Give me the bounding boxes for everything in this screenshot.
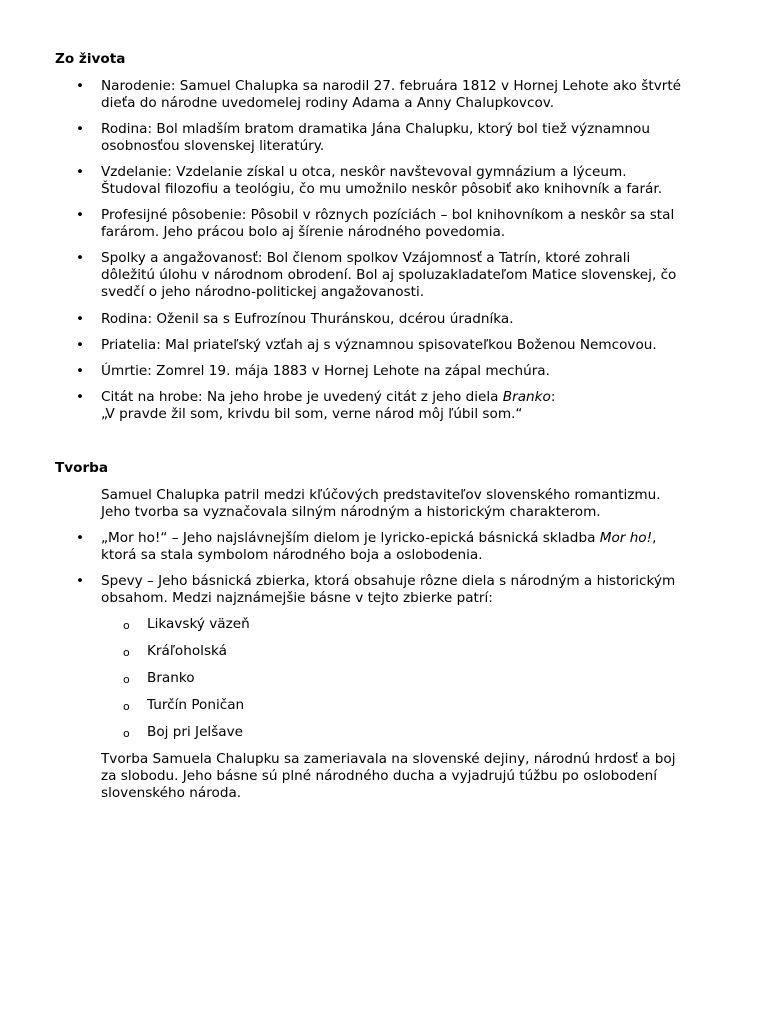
sub-list-item-poem (123, 643, 707, 660)
list-item-line: Spevy – Jeho básnická zbierka, ktorá obsahuje rôzne diela s národným a historickým (101, 573, 676, 589)
list-item-line: Študoval filozofiu a teológiu, čo mu umožnilo neskôr pôsobiť ako knihovník a farár. (101, 181, 663, 197)
list-item-rodina (75, 121, 716, 155)
bullet-marker: • (75, 337, 85, 353)
list-item-profesijne-posobenie (75, 207, 716, 241)
sub-bullet-marker: o (123, 646, 130, 659)
text-run: : (550, 389, 556, 405)
quote-line: „V pravde žil som, krivdu bil som, verne národ môj ľúbil som.“ (101, 406, 523, 422)
sub-bullet-marker: o (123, 700, 130, 713)
list-item-line: obsahom. Medzi najznámejšie básne v tejto zbierke patrí: (101, 590, 493, 606)
poem-title: Turčín Poničan (147, 697, 245, 713)
text-run: , (652, 530, 657, 546)
list-item-line: farárom. Jeho prácou bolo aj šírenie národného povedomia. (101, 224, 506, 240)
poem-title: Boj pri Jelšave (147, 724, 244, 740)
list-item-line: ktorá sa stala symbolom národného boja a oslobodenia. (101, 547, 483, 563)
list-item-narodenie (75, 78, 716, 112)
list-item-vzdelanie (75, 164, 716, 198)
text-run: „Mor ho!“ – Jeho najslávnejším dielom je lyricko-epická básnická skladba (101, 530, 600, 546)
list-item-line: dieťa do národne uvedomelej rodiny Adama a Anny Chalupkovcov. (101, 95, 555, 111)
section-heading-zo-zivota: Zo života (55, 51, 126, 67)
paragraph-line: za slobodu. Jeho básne sú plné národného ducha a vyjadrujú túžbu po oslobodení (101, 768, 658, 784)
sub-bullet-marker: o (123, 619, 130, 632)
list-item-line: dôležitú úlohu v národnom obrodení. Bol aj spoluzakladateľom Matice slovenskej, čo (101, 267, 677, 283)
paragraph-line: Jeho tvorba sa vyznačovala silným národným a historickým charakterom. (101, 504, 601, 520)
list-item-line: Priatelia: Mal priateľský vzťah aj s významnou spisovateľkou Boženou Nemcovou. (101, 337, 657, 353)
sub-bullet-marker: o (123, 673, 130, 686)
bullet-marker: • (75, 121, 85, 137)
list-item-line: Vzdelanie: Vzdelanie získal u otca, neskôr navštevoval gymnázium a lýceum. (101, 164, 627, 180)
paragraph-line: Samuel Chalupka patril medzi kľúčových predstaviteľov slovenského romantizmu. (101, 487, 661, 503)
list-item-line: Spolky a angažovanosť: Bol členom spolkov Vzájomnosť a Tatrín, ktoré zohrali (101, 250, 631, 266)
bullet-marker: • (75, 78, 85, 94)
bullet-marker: • (75, 207, 85, 223)
sub-list-item-poem (123, 670, 707, 687)
sub-list-item-poem (123, 724, 707, 741)
list-item-line: osobnosťou slovenskej literatúry. (101, 138, 325, 154)
list-item-line: svedčí o jeho národno-politickej angažovanosti. (101, 284, 425, 300)
list-item-spevy (75, 573, 716, 607)
work-title: Mor ho! (599, 530, 653, 546)
sub-list-item-poem (123, 616, 707, 633)
sub-bullet-marker: o (123, 727, 130, 740)
list-item-umrtie (75, 363, 716, 380)
bullet-marker: • (75, 164, 85, 180)
list-item-mor-ho (75, 530, 716, 564)
list-item-priatelia (75, 337, 716, 354)
closing-paragraph (101, 751, 716, 802)
paragraph-line: Tvorba Samuela Chalupku sa zameriavala na slovenské dejiny, národnú hrdosť a boj (101, 751, 676, 767)
bullet-marker: • (75, 311, 85, 327)
bullet-marker: • (75, 389, 85, 405)
list-item-spolky (75, 250, 716, 301)
list-item-rodina-manzelka (75, 311, 716, 328)
bullet-marker: • (75, 573, 85, 589)
work-title: Branko (502, 389, 551, 405)
bullet-marker: • (75, 250, 85, 266)
list-item-line (101, 389, 716, 406)
intro-paragraph (101, 487, 716, 521)
list-item-line: Rodina: Oženil sa s Eufrozínou Thuránskou, dcérou úradníka. (101, 311, 514, 327)
bullet-marker: • (75, 363, 85, 379)
sub-list-item-poem (123, 697, 707, 714)
list-item-line: Úmrtie: Zomrel 19. mája 1883 v Hornej Lehote na zápal mechúra. (101, 363, 550, 379)
list-item-citat-na-hrobe (75, 389, 716, 423)
list-item-line: Narodenie: Samuel Chalupka sa narodil 27. februára 1812 v Hornej Lehote ako štvrté (101, 78, 682, 94)
poem-title: Branko (147, 670, 195, 686)
poem-title: Likavský väzeň (147, 616, 250, 632)
list-item-line: Profesijné pôsobenie: Pôsobil v rôznych pozíciách – bol knihovníkom a neskôr sa stal (101, 207, 675, 223)
bullet-marker: • (75, 530, 85, 546)
list-item-line: Rodina: Bol mladším bratom dramatika Jána Chalupku, ktorý bol tiež významnou (101, 121, 650, 137)
poem-title: Kráľoholská (147, 643, 228, 659)
list-item-line (101, 530, 716, 547)
text-run: Citát na hrobe: Na jeho hrobe je uvedený citát z jeho diela (101, 389, 503, 405)
section-heading-tvorba: Tvorba (55, 460, 109, 476)
paragraph-line: slovenského národa. (101, 785, 242, 801)
